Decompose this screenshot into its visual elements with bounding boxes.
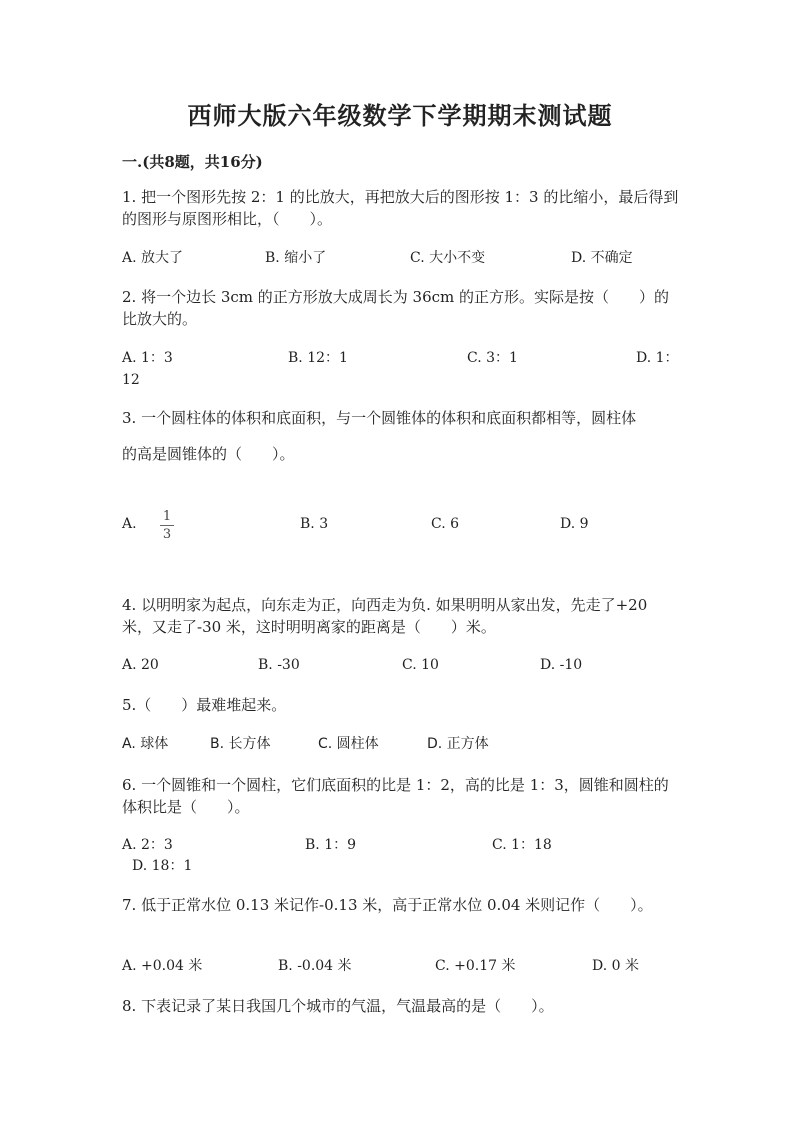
question-6 — [122, 774, 682, 818]
fraction-one-third — [160, 509, 174, 542]
question-3-line-2: 的高是圆锥体的（ ）。 — [122, 445, 295, 463]
question-1-option-c: C. 大小不变 — [410, 250, 486, 266]
question-7 — [122, 894, 682, 916]
question-5-option-a: A. 球体 — [122, 736, 169, 752]
question-1-option-b: B. 缩小了 — [265, 250, 327, 266]
question-6-option-c: C. 1：18 — [492, 837, 552, 853]
question-3-option-a: A. — [122, 516, 137, 532]
question-5-option-b: B. 长方体 — [210, 736, 271, 752]
question-7-option-d: D. 0 米 — [592, 958, 639, 974]
question-1-option-d: D. 不确定 — [571, 250, 633, 266]
question-1-option-a: A. 放大了 — [122, 250, 184, 266]
question-4-option-a: A. 20 — [122, 657, 159, 673]
question-2-option-b: B. 12：1 — [288, 350, 348, 366]
question-3-option-d: D. 9 — [560, 516, 589, 532]
question-1 — [122, 186, 682, 230]
question-3-option-b: B. 3 — [300, 516, 329, 532]
question-6-option-d: D. 18：1 — [132, 858, 193, 874]
fraction-numerator: 1 — [162, 509, 172, 524]
page-title: 西师大版六年级数学下学期期末测试题 — [187, 101, 613, 130]
fraction-denominator: 3 — [162, 527, 172, 542]
question-7-option-c: C. +0.17 米 — [435, 958, 516, 974]
question-2-text: 2. 将一个边长 3cm 的正方形放大成周长为 36cm 的正方形。实际是按（ ）的比放大的。 — [122, 288, 670, 328]
question-8 — [122, 995, 682, 1017]
question-4 — [122, 594, 682, 638]
question-5 — [122, 694, 682, 716]
question-7-option-a: A. +0.04 米 — [122, 958, 203, 974]
question-4-option-d: D. -10 — [540, 657, 583, 673]
question-3-option-c: C. 6 — [431, 516, 460, 532]
question-6-option-a: A. 2：3 — [122, 837, 173, 853]
question-7-option-b: B. -0.04 米 — [278, 958, 352, 974]
question-2-option-d-wrap: 12 — [122, 372, 140, 388]
fraction-bar — [160, 525, 174, 526]
question-2 — [122, 286, 682, 330]
question-3-line-1: 3. 一个圆柱体的体积和底面积，与一个圆锥体的体积和底面积都相等，圆柱体 — [122, 409, 637, 427]
question-4-option-b: B. -30 — [258, 657, 300, 673]
question-8-text: 8. 下表记录了某日我国几个城市的气温，气温最高的是（ ）。 — [122, 997, 554, 1015]
question-5-option-c: C. 圆柱体 — [318, 736, 379, 752]
question-2-option-d: D. 1： — [636, 350, 679, 366]
question-2-option-a: A. 1：3 — [122, 350, 173, 366]
question-5-text: 5.（ ）最难堆起来。 — [122, 696, 287, 714]
question-1-text: 1. 把一个图形先按 2：1 的比放大，再把放大后的图形按 1：3 的比缩小，最后得到的图形与原图形相比，（ ）。 — [122, 188, 679, 228]
section-heading: 一.(共8题，共16分) — [122, 153, 263, 171]
question-2-option-c: C. 3：1 — [467, 350, 518, 366]
question-6-option-b: B. 1：9 — [305, 837, 357, 853]
question-6-text: 6. 一个圆锥和一个圆柱，它们底面积的比是 1：2，高的比是 1：3，圆锥和圆柱的体积比是（ ）。 — [122, 776, 669, 816]
question-7-text: 7. 低于正常水位 0.13 米记作-0.13 米，高于正常水位 0.04 米则记作（ ）。 — [122, 896, 653, 914]
question-4-text: 4. 以明明家为起点，向东走为正，向西走为负. 如果明明从家出发，先走了+20 米，又走了-30 米，这时明明离家的距离是（ ）米。 — [122, 596, 648, 636]
question-4-option-c: C. 10 — [402, 657, 439, 673]
question-5-option-d: D. 正方体 — [427, 736, 489, 752]
